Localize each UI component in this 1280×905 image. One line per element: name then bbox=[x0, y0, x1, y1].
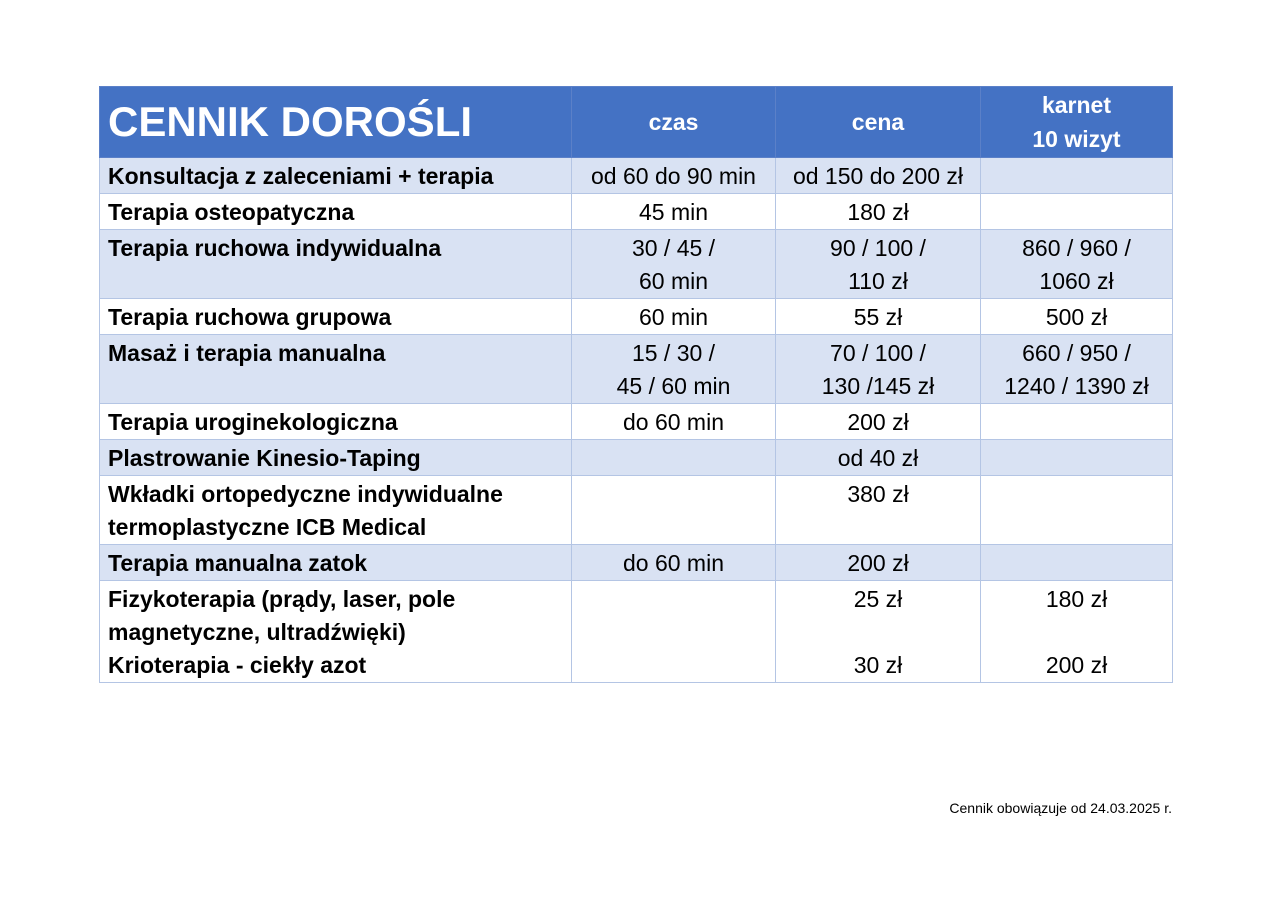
pass-price-line bbox=[981, 616, 1172, 649]
table-row bbox=[100, 440, 1173, 476]
price-cell bbox=[776, 194, 981, 230]
duration-cell bbox=[572, 194, 776, 230]
duration-cell bbox=[572, 335, 776, 404]
duration-line: 45 / 60 min bbox=[616, 373, 731, 399]
pass-price-cell bbox=[981, 404, 1173, 440]
header-row bbox=[100, 87, 1173, 158]
table-row bbox=[100, 404, 1173, 440]
pass-price-line: 180 zł bbox=[1045, 586, 1108, 612]
header-pass-line1: karnet bbox=[1041, 92, 1112, 118]
header-price: cena bbox=[776, 87, 981, 158]
duration-cell bbox=[572, 581, 776, 683]
price-line: 70 / 100 / bbox=[830, 340, 926, 366]
price-line: 110 zł bbox=[848, 268, 908, 294]
pass-price-cell bbox=[981, 299, 1173, 335]
duration-cell bbox=[572, 440, 776, 476]
price-cell bbox=[776, 440, 981, 476]
duration-cell bbox=[572, 545, 776, 581]
price-cell bbox=[776, 581, 981, 683]
service-name-line: Terapia manualna zatok bbox=[108, 550, 368, 576]
pass-price-line: 660 / 950 / bbox=[1022, 340, 1131, 366]
service-name-cell bbox=[100, 476, 572, 545]
table-body bbox=[100, 158, 1173, 683]
pass-price-line: 860 / 960 / bbox=[1022, 235, 1131, 261]
header-time: czas bbox=[572, 87, 776, 158]
service-name-cell bbox=[100, 230, 572, 299]
service-name-cell bbox=[100, 158, 572, 194]
price-cell bbox=[776, 158, 981, 194]
service-name-line: termoplastyczne ICB Medical bbox=[108, 514, 427, 540]
price-line: 200 zł bbox=[847, 550, 909, 576]
valid-from-note: Cennik obowiązuje od 24.03.2025 r. bbox=[949, 800, 1172, 816]
duration-line: 60 min bbox=[638, 268, 709, 294]
table-row bbox=[100, 335, 1173, 404]
duration-line: do 60 min bbox=[622, 409, 724, 435]
duration-line: 30 / 45 / bbox=[631, 235, 716, 261]
price-cell bbox=[776, 230, 981, 299]
service-name-cell bbox=[100, 545, 572, 581]
pass-price-line: 1060 zł bbox=[1039, 268, 1114, 294]
price-cell bbox=[776, 476, 981, 545]
table-row bbox=[100, 230, 1173, 299]
duration-line: do 60 min bbox=[622, 550, 724, 576]
pass-price-line: 1240 / 1390 zł bbox=[1004, 373, 1149, 399]
pass-price-cell bbox=[981, 476, 1173, 545]
price-line bbox=[776, 616, 980, 649]
pass-price-cell bbox=[981, 158, 1173, 194]
service-name-line: Fizykoterapia (prądy, laser, pole bbox=[108, 586, 456, 612]
service-name-cell bbox=[100, 440, 572, 476]
price-line: 25 zł bbox=[853, 586, 903, 612]
price-cell bbox=[776, 299, 981, 335]
pass-price-line: 500 zł bbox=[1045, 304, 1108, 330]
price-line: 180 zł bbox=[847, 199, 909, 225]
pass-price-line: 200 zł bbox=[1045, 652, 1108, 678]
price-cell bbox=[776, 404, 981, 440]
service-name-line: Plastrowanie Kinesio-Taping bbox=[108, 445, 421, 471]
pass-price-cell bbox=[981, 230, 1173, 299]
service-name-cell bbox=[100, 404, 572, 440]
pass-price-cell bbox=[981, 581, 1173, 683]
service-name-line: Wkładki ortopedyczne indywidualne bbox=[108, 481, 503, 507]
duration-cell bbox=[572, 404, 776, 440]
duration-line: 60 min bbox=[638, 304, 709, 330]
table-row bbox=[100, 194, 1173, 230]
service-name-cell bbox=[100, 194, 572, 230]
service-name-cell bbox=[100, 581, 572, 683]
table-row bbox=[100, 581, 1173, 683]
price-line: od 40 zł bbox=[837, 445, 919, 471]
pass-price-cell bbox=[981, 545, 1173, 581]
price-line: 130 /145 zł bbox=[821, 373, 935, 399]
table-row bbox=[100, 476, 1173, 545]
service-name-line: Masaż i terapia manualna bbox=[108, 340, 386, 366]
price-cell bbox=[776, 335, 981, 404]
service-name-line: Krioterapia - ciekły azot bbox=[108, 652, 367, 678]
duration-cell bbox=[572, 299, 776, 335]
pass-price-cell bbox=[981, 194, 1173, 230]
pass-price-cell bbox=[981, 335, 1173, 404]
table-row bbox=[100, 299, 1173, 335]
pass-price-cell bbox=[981, 440, 1173, 476]
duration-line: od 60 do 90 min bbox=[591, 163, 756, 189]
duration-cell bbox=[572, 158, 776, 194]
header-pass bbox=[981, 87, 1173, 158]
table-title: CENNIK DOROŚLI bbox=[100, 87, 572, 158]
service-name-line: Terapia ruchowa grupowa bbox=[108, 304, 392, 330]
price-line: 200 zł bbox=[847, 409, 909, 435]
duration-line: 45 min bbox=[638, 199, 709, 225]
duration-line: 15 / 30 / bbox=[631, 340, 716, 366]
service-name-line: Terapia ruchowa indywidualna bbox=[108, 235, 442, 261]
price-line: 380 zł bbox=[847, 481, 909, 507]
header-pass-line2: 10 wizyt bbox=[1032, 126, 1121, 152]
price-table bbox=[99, 86, 1173, 683]
service-name-cell bbox=[100, 335, 572, 404]
price-line: od 150 do 200 zł bbox=[792, 163, 964, 189]
duration-cell bbox=[572, 230, 776, 299]
duration-cell bbox=[572, 476, 776, 545]
service-name-line: Terapia uroginekologiczna bbox=[108, 409, 398, 435]
price-line: 30 zł bbox=[853, 652, 903, 678]
price-line: 55 zł bbox=[853, 304, 903, 330]
table-row bbox=[100, 158, 1173, 194]
price-cell bbox=[776, 545, 981, 581]
table-row bbox=[100, 545, 1173, 581]
service-name-line: Konsultacja z zaleceniami + terapia bbox=[108, 163, 494, 189]
service-name-line: Terapia osteopatyczna bbox=[108, 199, 355, 225]
service-name-line: magnetyczne, ultradźwięki) bbox=[108, 619, 406, 645]
service-name-cell bbox=[100, 299, 572, 335]
price-line: 90 / 100 / bbox=[830, 235, 926, 261]
